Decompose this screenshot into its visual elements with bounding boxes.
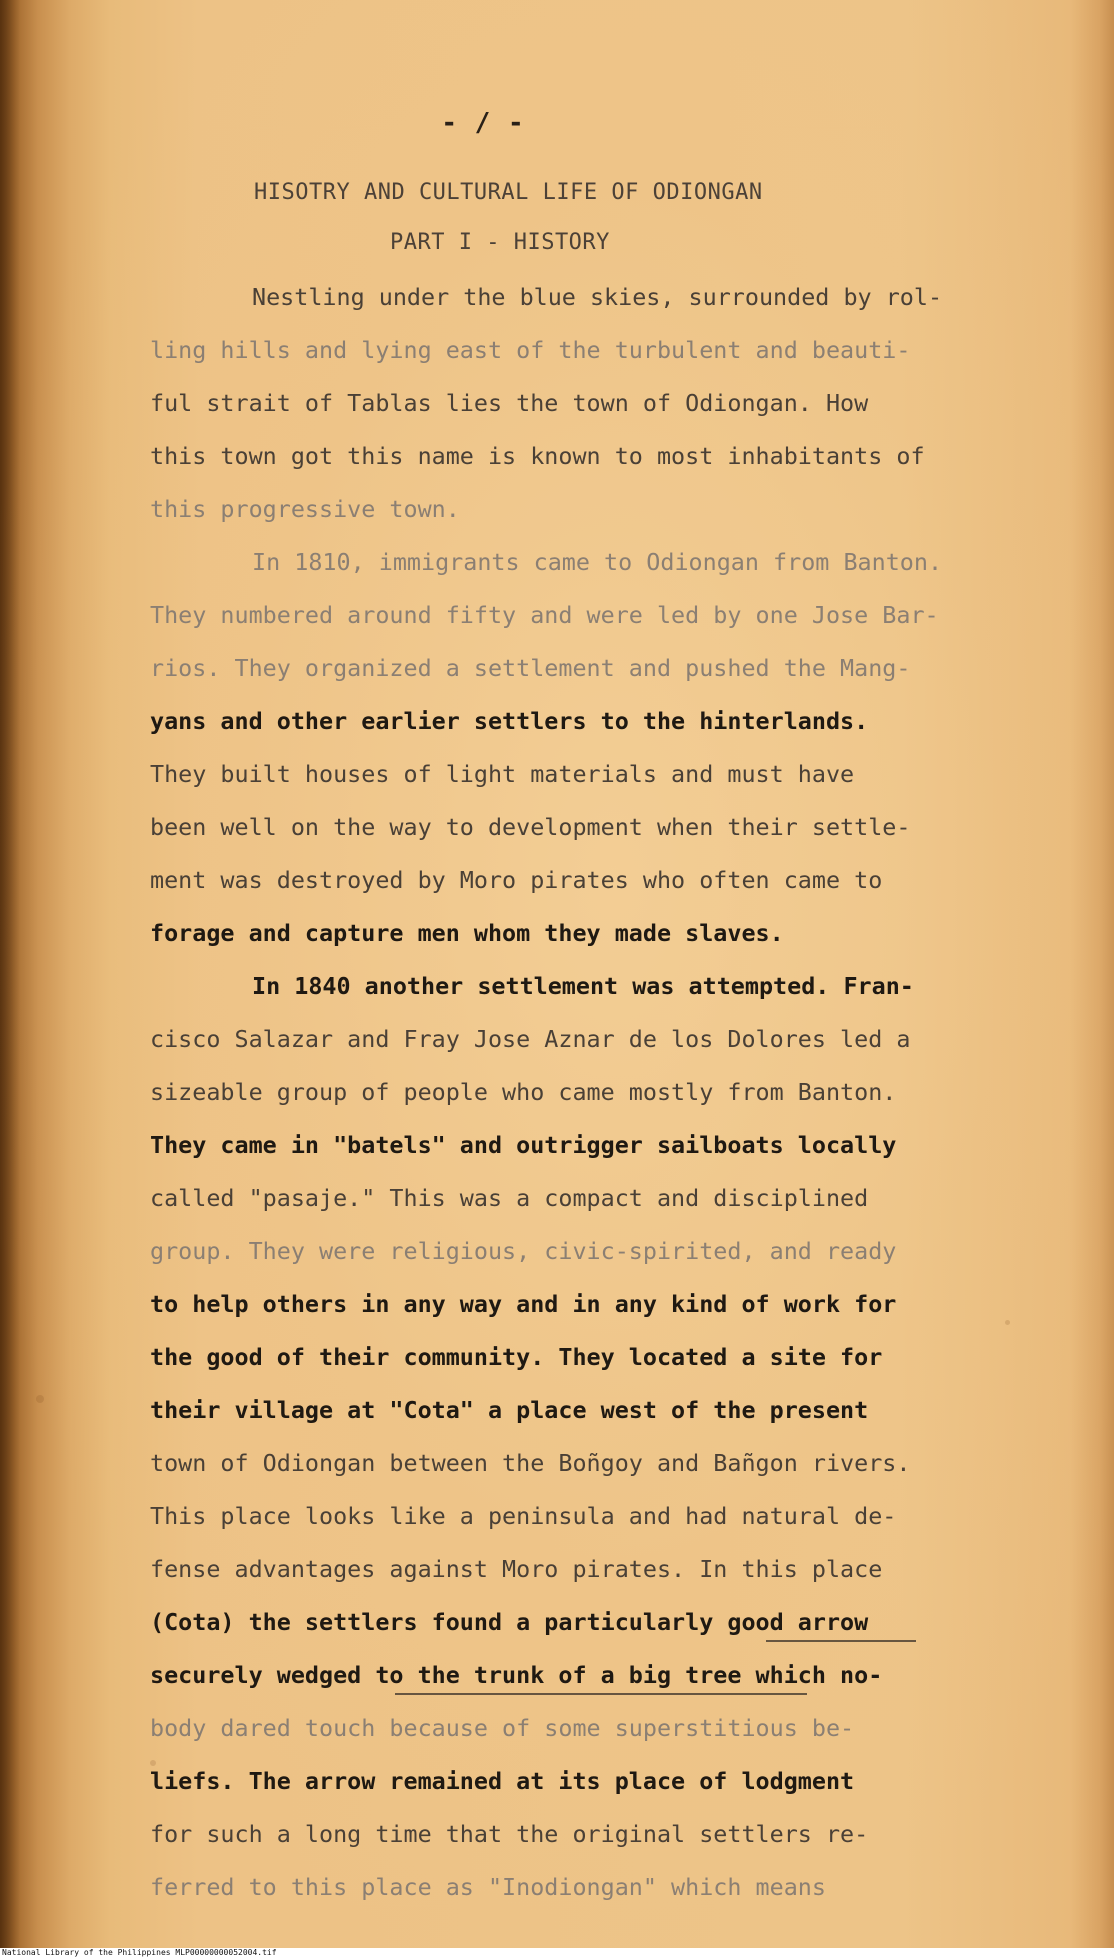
scan-footer-label: National Library of the Philippines MLP00000000052004.tif <box>2 1948 277 1957</box>
text-line: Nestling under the blue skies, surrounded by rol- <box>252 283 943 311</box>
document-title: HISOTRY AND CULTURAL LIFE OF ODIONGAN <box>254 180 763 205</box>
text-line: been well on the way to development when their settle- <box>150 813 911 841</box>
text-line: group. They were religious, civic-spirited, and ready <box>150 1237 897 1265</box>
text-line: cisco Salazar and Fray Jose Aznar de los Dolores led a <box>150 1025 911 1053</box>
text-line: rios. They organized a settlement and pushed the Mang- <box>150 654 911 682</box>
text-line: their village at "Cota" a place west of the present <box>150 1396 869 1424</box>
page-spine-shadow <box>0 0 20 1948</box>
handwritten-underline <box>766 1640 916 1642</box>
text-line: ment was destroyed by Moro pirates who often came to <box>150 866 883 894</box>
text-line: (Cota) the settlers found a particularly good arrow <box>150 1608 869 1636</box>
page-number: - / - <box>441 108 525 138</box>
text-line: to help others in any way and in any kind of work for <box>150 1290 897 1318</box>
text-line: fense advantages against Moro pirates. In this place <box>150 1555 883 1583</box>
text-line: called "pasaje." This was a compact and disciplined <box>150 1184 869 1212</box>
text-line: sizeable group of people who came mostly from Banton. <box>150 1078 897 1106</box>
paper-stain <box>1005 1320 1010 1325</box>
text-line: liefs. The arrow remained at its place of lodgment <box>150 1767 855 1795</box>
text-line: In 1840 another settlement was attempted. Fran- <box>252 972 914 1000</box>
text-line: this town got this name is known to most inhabitants of <box>150 442 925 470</box>
text-line: the good of their community. They located a site for <box>150 1343 883 1371</box>
text-line: In 1810, immigrants came to Odiongan from Banton. <box>252 548 943 576</box>
text-line: yans and other earlier settlers to the hinterlands. <box>150 707 869 735</box>
text-line: ferred to this place as "Inodiongan" which means <box>150 1873 826 1901</box>
handwritten-underline <box>395 1693 807 1695</box>
text-line: forage and capture men whom they made slaves. <box>150 919 784 947</box>
section-heading: PART I - HISTORY <box>390 230 610 255</box>
text-line: They numbered around fifty and were led by one Jose Bar- <box>150 601 939 629</box>
text-line: securely wedged to the trunk of a big tree which no- <box>150 1661 883 1689</box>
text-line: ling hills and lying east of the turbulent and beauti- <box>150 336 911 364</box>
text-line: This place looks like a peninsula and had natural de- <box>150 1502 897 1530</box>
text-line: for such a long time that the original settlers re- <box>150 1820 869 1848</box>
text-line: ful strait of Tablas lies the town of Odiongan. How <box>150 389 869 417</box>
paper-stain <box>36 1395 44 1403</box>
text-line: this progressive town. <box>150 495 460 523</box>
text-line: body dared touch because of some superstitious be- <box>150 1714 855 1742</box>
text-line: town of Odiongan between the Boñgoy and Bañgon rivers. <box>150 1449 911 1477</box>
text-line: They built houses of light materials and must have <box>150 760 855 788</box>
text-line: They came in "batels" and outrigger sailboats locally <box>150 1131 897 1159</box>
